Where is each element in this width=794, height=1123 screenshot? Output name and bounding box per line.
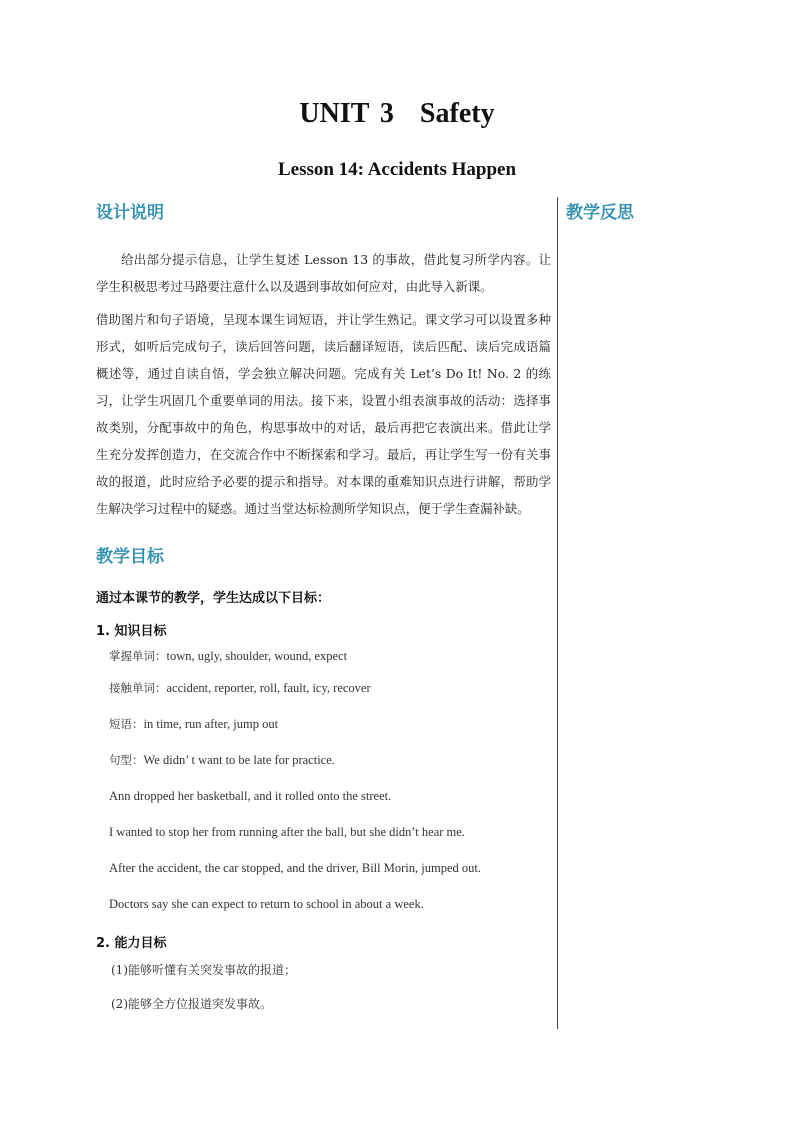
design-paragraph-2: 借助图片和句子语境，呈现本课生词短语，并让学生熟记。课文学习可以设置多种形式，如听后完成句子，读后回答问题，读后翻译短语，读后匹配、读后完成语篇概述等，通过自读自悟，学会独立解决问题。完成有关 Let’s Do It! No. 2 的练习，让学生巩固几个重要单词的用法。接下来，设置小组表演事故的活动：选择事故类别，分配事故中的角色，构思事故中的对话，最后再把它表演出来。借此让学生充分发挥创造力，在交流合作中不断探索和学习。最后，再让学生写一份有关事故的报道，此时应给予必要的提示和指导。对本课的重难知识点进行讲解，帮助学生解决学习过程中的疑惑。通过当堂达标检测所学知识点，便于学生查漏补缺。 [96, 312, 551, 516]
goals-intro: 通过本课节的教学，学生达成以下目标： [96, 591, 331, 606]
sentence-4: After the accident, the car stopped, and the driver, Bill Morin, jumped out. [109, 861, 481, 875]
contact-words: accident, reporter, roll, fault, icy, recover [166, 681, 371, 695]
ability-heading: 2. 能力目标 [96, 936, 167, 951]
design-heading: 设计说明 [96, 203, 164, 223]
unit-name: Safety [419, 98, 495, 129]
phrase-label: 短语： [109, 717, 144, 731]
contact-words-line [96, 670, 551, 706]
phrases: in time, run after, jump out [143, 717, 279, 731]
design-paragraph-1: 给出部分提示信息，让学生复述 Lesson 13 的事故，借此复习所学内容。让学生积极思考过马路要注意什么以及遇到事故如何应对，由此导入新课。 [96, 252, 551, 294]
contact-label: 接触单词： [109, 681, 167, 695]
master-words-line [96, 642, 551, 670]
reflection-heading: 教学反思 [566, 203, 634, 223]
sentence-5: Doctors say she can expect to return to school in about a week. [109, 897, 424, 911]
column-divider [557, 197, 558, 1029]
phrases-line [96, 706, 551, 742]
ability-item-2: (2)能够全方位报道突发事故。 [111, 997, 272, 1011]
reflection-column [566, 200, 766, 226]
master-label: 掌握单词： [109, 649, 167, 663]
sentence-line-1 [96, 742, 551, 778]
goals-heading: 教学目标 [96, 547, 164, 567]
knowledge-heading: 1. 知识目标 [96, 624, 167, 639]
unit-title [0, 98, 794, 130]
lesson-title: Lesson 14: Accidents Happen [277, 159, 517, 180]
main-column [96, 200, 551, 1022]
master-words: town, ugly, shoulder, wound, expect [166, 649, 348, 663]
sentence-3: I wanted to stop her from running after the ball, but she didn’t hear me. [109, 825, 465, 839]
sentence-label: 句型： [109, 753, 144, 767]
ability-item-1: (1)能够听懂有关突发事故的报道； [111, 963, 296, 977]
sentence-2: Ann dropped her basketball, and it rolled onto the street. [109, 789, 392, 803]
unit-label: UNIT 3 [299, 98, 394, 129]
sentence-1: We didn’ t want to be late for practice. [143, 753, 335, 767]
